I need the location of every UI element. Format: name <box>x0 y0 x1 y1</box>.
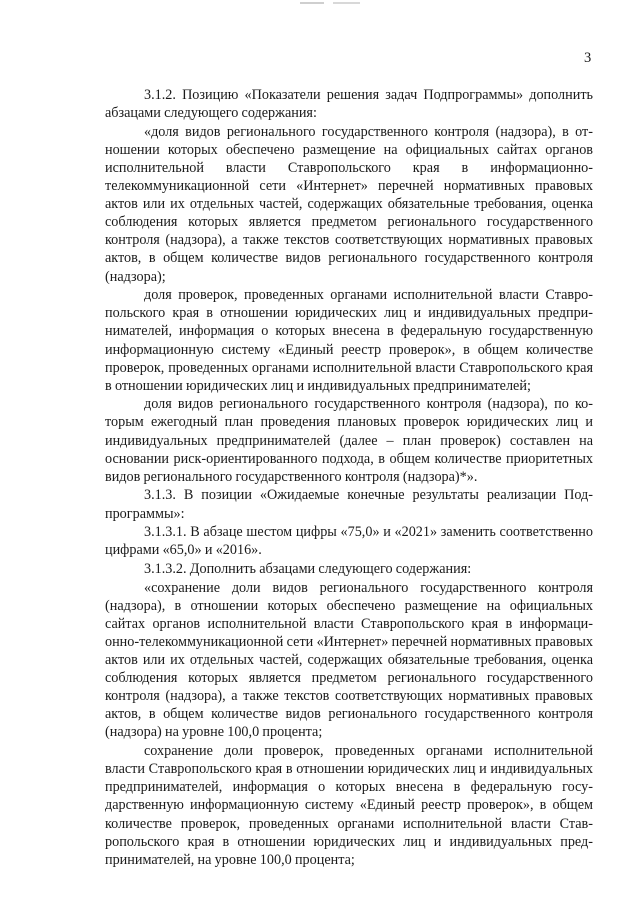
scan-artifact <box>300 2 360 4</box>
paragraph-maintain-control-share: «сохранение доли видов регионального государственного контроля (надзора), в отношении которых обеспечено размещение на официальных сайтах органов исполнительной власти Ставропольского края в информационно-телекоммуникационной сети «Интернет» перечней нормативных правовых актов или их отдельных частей, содержащих обязательные требования, оценка соблюдения которых является предметом регионального государственного контроля (надзора), а также текстов соответствующих нормативных правовых актов, в общем количестве видов регионального государственного контроля (надзора) на уровне 100,0 процента; <box>105 579 593 741</box>
paragraph-share-control-types: «доля видов регионального государственного контроля (надзора), в отношении которых обеспечено размещение на официальных сайтах органов исполнительной власти Ставропольского края в информационно-телекоммуникационной сети «Интернет» перечней нормативных правовых актов или их отдельных частей, содержащих обязательные требования, оценка соблюдения которых является предметом регионального государственного контроля (надзора), а также текстов соответствующих нормативных правовых актов, в общем количестве видов регионального государственного контроля (надзора); <box>105 123 593 285</box>
paragraph-share-inspections: доля проверок, проведенных органами исполнительной власти Ставропольского края в отношении юридических лиц и индивидуальных предпринимателей, информация о которых внесена в федеральную государственную информационную систему «Единый реестр проверок», в общем количестве проверок, проведенных органами исполнительной власти Ставропольского края в отношении юридических лиц и индивидуальных предпринимателей; <box>105 287 593 394</box>
document-body <box>105 86 593 869</box>
page-number: 3 <box>584 50 592 66</box>
paragraph-maintain-inspection-share: сохранение доли проверок, проведенных органами исполнительной власти Ставропольского края в отношении юридических лиц и индивидуальных предпринимателей, информация о которых внесена в федеральную государственную информационную систему «Единый реестр проверок», в общем количестве проверок, проведенных органами исполнительной власти Ставропольского края в отношении юридических лиц и индивидуальных предпринимателей, на уровне 100,0 процента; <box>105 743 593 868</box>
paragraph-3-1-3: 3.1.3. В позиции «Ожидаемые конечные результаты реализации Подпрограммы»: <box>105 487 593 522</box>
paragraph-risk-based-plan: доля видов регионального государственного контроля (надзора), по которым ежегодный план проведения плановых проверок юридических лиц и индивидуальных предпринимателей (далее – план проверок) составлен на основании риск-ориентированного подхода, в общем количестве приоритетных видов регионального государственного контроля (надзора)*». <box>105 396 593 485</box>
paragraph-3-1-2: 3.1.2. Позицию «Показатели решения задач Подпрограммы» дополнить абзацами следующего содержания: <box>105 87 593 122</box>
paragraph-3-1-3-1: 3.1.3.1. В абзаце шестом цифры «75,0» и «2021» заменить соответственно цифрами «65,0» и «2016». <box>105 524 593 559</box>
paragraph-3-1-3-2: 3.1.3.2. Дополнить абзацами следующего содержания: <box>144 561 472 577</box>
